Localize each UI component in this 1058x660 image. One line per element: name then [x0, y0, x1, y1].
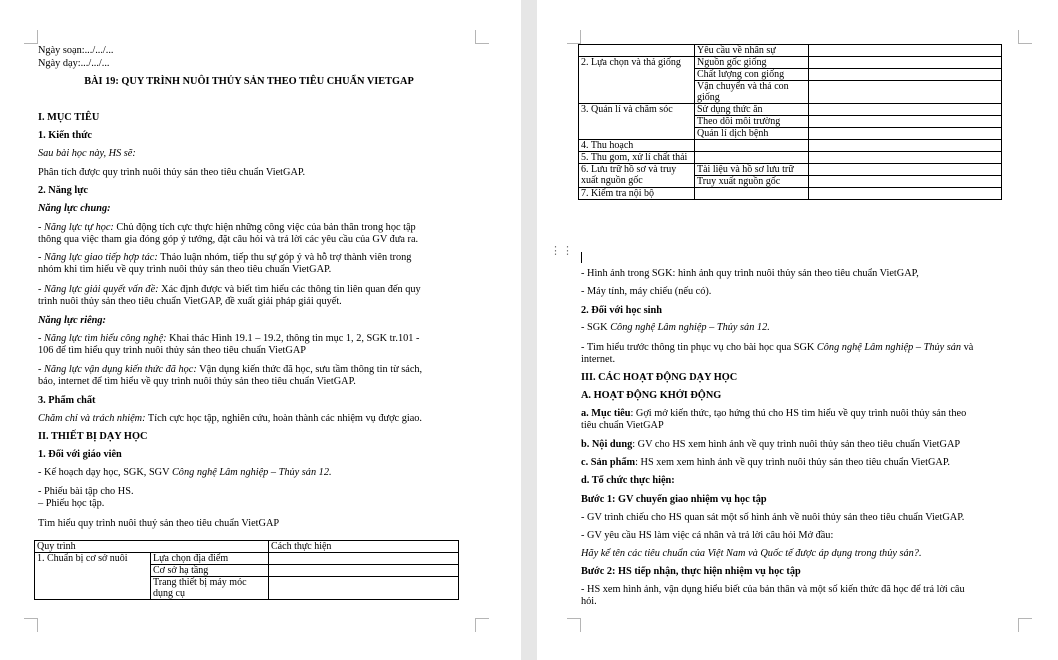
table-cell[interactable]: [809, 152, 1002, 164]
crop-mark: [1018, 618, 1032, 632]
table-cell[interactable]: [809, 81, 1002, 104]
table-cell[interactable]: Lựa chọn địa điểm: [151, 553, 269, 565]
student-heading[interactable]: 2. Đối với học sinh: [581, 305, 662, 316]
warmup-heading[interactable]: A. HOẠT ĐỘNG KHỞI ĐỘNG: [581, 390, 722, 401]
table-cell[interactable]: [809, 140, 1002, 152]
table-row: [579, 45, 1002, 57]
table-row: [579, 104, 1002, 116]
table-cell[interactable]: [809, 116, 1002, 128]
specific-competence-heading[interactable]: Năng lực riêng:: [38, 315, 106, 326]
crop-mark: [475, 618, 489, 632]
table-cell[interactable]: [695, 140, 809, 152]
table-header-cell[interactable]: Quy trình: [35, 541, 269, 553]
apply-line-2[interactable]: báo, internet để tìm hiểu về quy trình nuôi thủy sản theo tiêu chuẩn VietGAP.: [38, 376, 356, 387]
general-competence-heading[interactable]: Năng lực chung:: [38, 203, 111, 214]
crop-mark: [24, 618, 38, 632]
goal-line-2[interactable]: tiêu chuẩn VietGAP: [581, 420, 664, 431]
worksheet-title[interactable]: Tìm hiểu quy trình nuôi thuỷ sản theo tiêu chuẩn VietGAP: [38, 518, 280, 529]
step-2-heading[interactable]: Bước 2: HS tiếp nhận, thực hiện nhiệm vụ học tập: [581, 566, 801, 577]
text-cursor: [581, 252, 582, 263]
section-objectives-heading[interactable]: I. MỤC TIÊU: [38, 112, 100, 123]
table-cell[interactable]: [269, 565, 459, 577]
step-2-line-1[interactable]: - HS xem hình ảnh, vận dụng hiểu biết của bản thân và một số kiến thức đã học để trả lời câu: [581, 584, 965, 595]
table-row: [35, 553, 459, 565]
crop-mark: [567, 30, 581, 44]
teacher-item-2[interactable]: - Phiếu bài tập cho HS.: [38, 486, 134, 497]
table-cell[interactable]: 7. Kiểm tra nội bộ: [579, 188, 695, 200]
teacher-heading[interactable]: 1. Đối với giáo viên: [38, 449, 122, 460]
table-row: [579, 57, 1002, 69]
table-cell[interactable]: Cơ sở hạ tầng: [151, 565, 269, 577]
self-study-line-2[interactable]: thông qua việc tham gia đóng góp ý tưởng, đặt câu hỏi và trả lời các yêu cầu của GV đưa ra.: [38, 234, 419, 245]
table-cell[interactable]: [579, 45, 695, 57]
worksheet-table-part1[interactable]: [34, 540, 459, 600]
table-row: [579, 140, 1002, 152]
table-cell[interactable]: Trang thiết bị máy móc dụng cụ: [151, 577, 269, 600]
step-1-question[interactable]: Hãy kể tên các tiêu chuẩn của Việt Nam và Quốc tế được áp dụng trong thủy sản?.: [581, 548, 922, 559]
table-cell[interactable]: Tài liệu và hồ sơ lưu trữ: [695, 164, 809, 176]
table-cell[interactable]: Chất lượng con giống: [695, 69, 809, 81]
table-cell[interactable]: [809, 45, 1002, 57]
table-move-handle-icon[interactable]: ⋮⋮: [550, 245, 574, 257]
quality-line[interactable]: Chăm chỉ và trách nhiệm: Tích cực học tập, nghiên cứu, hoàn thành các nhiệm vụ được giao.: [38, 413, 423, 424]
table-cell[interactable]: Truy xuất nguồn gốc: [695, 176, 809, 188]
date-prepare[interactable]: Ngày soạn:.../.../...: [38, 45, 114, 56]
teacher-item-4[interactable]: - Hình ảnh trong SGK: hình ảnh quy trình nuôi thủy sản theo tiêu chuẩn VietGAP,: [581, 268, 919, 279]
table-cell[interactable]: 6. Lưu trữ hồ sơ và truy xuất nguồn gốc: [579, 164, 695, 188]
table-cell[interactable]: [809, 57, 1002, 69]
table-cell[interactable]: [809, 188, 1002, 200]
table-cell[interactable]: [695, 152, 809, 164]
student-item-2-line-2[interactable]: internet.: [581, 354, 616, 365]
student-item-2[interactable]: - Tìm hiểu trước thông tin phục vụ cho bài học qua SGK Công nghệ Lâm nghiệp – Thủy sản và: [581, 342, 974, 353]
document-page-right: [537, 0, 1058, 660]
table-cell[interactable]: 5. Thu gom, xử lí chất thải: [579, 152, 695, 164]
knowledge-heading[interactable]: 1. Kiến thức: [38, 130, 92, 141]
section-equipment-heading[interactable]: II. THIẾT BỊ DẠY HỌC: [38, 431, 148, 442]
step-1-line-1[interactable]: - GV trình chiếu cho HS quan sát một số hình ảnh về nuôi thủy sản theo tiêu chuẩn VietGAP.: [581, 512, 965, 523]
worksheet-table-part2[interactable]: [578, 44, 1002, 200]
self-study-line[interactable]: - Năng lực tự học: Chủ động tích cực thực hiện những công việc của bản thân trong học tập: [38, 222, 416, 233]
crop-mark: [567, 618, 581, 632]
knowledge-text[interactable]: Phân tích được quy trình nuôi thủy sản theo tiêu chuẩn VietGAP.: [38, 167, 306, 178]
teacher-item-3[interactable]: – Phiếu học tập.: [38, 498, 105, 509]
table-cell[interactable]: 2. Lựa chọn và thả giống: [579, 57, 695, 104]
table-row: [35, 541, 459, 553]
step-1-heading[interactable]: Bước 1: GV chuyển giao nhiệm vụ học tập: [581, 494, 767, 505]
table-cell[interactable]: Quản lí dịch bệnh: [695, 128, 809, 140]
crop-mark: [1018, 30, 1032, 44]
tech-line-2[interactable]: 106 để tìm hiểu quy trình nuôi thủy sản theo tiêu chuẩn VietGAP: [38, 345, 307, 356]
table-cell[interactable]: 1. Chuẩn bị cơ sở nuôi: [35, 553, 151, 600]
problem-line-2[interactable]: trình nuôi thủy sản theo tiêu chuẩn VietGAP, đề xuất giải pháp giải quyết.: [38, 296, 342, 307]
table-cell[interactable]: Yêu cầu về nhân sự: [695, 45, 809, 57]
teacher-item-5[interactable]: - Máy tính, máy chiếu (nếu có).: [581, 286, 712, 297]
table-cell[interactable]: [695, 188, 809, 200]
table-cell[interactable]: [809, 176, 1002, 188]
knowledge-intro[interactable]: Sau bài học này, HS sẽ:: [38, 148, 136, 159]
table-cell[interactable]: Theo dõi môi trường: [695, 116, 809, 128]
content-line[interactable]: b. Nội dung: GV cho HS xem hình ảnh về quy trình nuôi thủy sản theo tiêu chuẩn VietGAP: [581, 439, 961, 450]
organization-heading[interactable]: d. Tổ chức thực hiện:: [581, 475, 675, 486]
competence-heading[interactable]: 2. Năng lực: [38, 185, 88, 196]
date-teach[interactable]: Ngày dạy:.../.../...: [38, 58, 110, 69]
table-cell[interactable]: [809, 164, 1002, 176]
lesson-title[interactable]: BÀI 19: QUY TRÌNH NUÔI THỦY SẢN THEO TIÊU CHUẨN VIETGAP: [84, 76, 414, 87]
table-cell[interactable]: 3. Quản lí và chăm sóc: [579, 104, 695, 140]
problem-line[interactable]: - Năng lực giải quyết vấn đề: Xác định được và biết tìm hiểu các thông tin liên quan đến quy: [38, 284, 421, 295]
step-2-line-2[interactable]: hỏi.: [581, 596, 597, 607]
table-row: [579, 164, 1002, 176]
crop-mark: [475, 30, 489, 44]
teacher-item-1[interactable]: - Kế hoạch dạy học, SGK, SGV Công nghệ Lâm nghiệp – Thủy sản 12.: [38, 467, 332, 478]
communication-line-2[interactable]: nhóm khi tìm hiểu về quy trình nuôi thủy sản theo tiêu chuẩn VietGAP.: [38, 264, 332, 275]
apply-line[interactable]: - Năng lực vận dụng kiến thức đã học: Vận dụng kiến thức đã học, sưu tầm thông tin từ sách,: [38, 364, 423, 375]
goal-line[interactable]: a. Mục tiêu: Gợi mở kiến thức, tạo hứng thú cho HS tìm hiểu về quy trình nuôi thủy sản theo: [581, 408, 967, 419]
table-cell[interactable]: Sử dụng thức ăn: [695, 104, 809, 116]
student-item-1[interactable]: - SGK Công nghệ Lâm nghiệp – Thủy sản 12.: [581, 322, 770, 333]
table-row: [579, 152, 1002, 164]
document-page-left: [0, 0, 521, 660]
tech-line[interactable]: - Năng lực tìm hiểu công nghệ: Khai thác Hình 19.1 – 19.2, thông tin mục 1, 2, SGK tr.101 -: [38, 333, 420, 344]
crop-mark: [24, 30, 38, 44]
table-cell[interactable]: Nguồn gốc giống: [695, 57, 809, 69]
table-cell[interactable]: 4. Thu hoạch: [579, 140, 695, 152]
table-cell[interactable]: [269, 553, 459, 565]
table-cell[interactable]: [269, 577, 459, 600]
step-1-line-2[interactable]: - GV yêu cầu HS làm việc cá nhân và trả lời câu hỏi Mở đầu:: [581, 530, 834, 541]
table-header-cell[interactable]: Cách thực hiện: [269, 541, 459, 553]
section-activities-heading[interactable]: III. CÁC HOẠT ĐỘNG DẠY HỌC: [581, 372, 738, 383]
product-line[interactable]: c. Sản phẩm: HS xem xem hình ảnh về quy trình nuôi thủy sản theo tiêu chuẩn VietGAP.: [581, 457, 951, 468]
table-cell[interactable]: Vận chuyển và thả con giống: [695, 81, 809, 104]
communication-line[interactable]: - Năng lực giao tiếp hợp tác: Thảo luận nhóm, tiếp thu sự góp ý và hỗ trợ thành viên trong: [38, 252, 412, 263]
table-cell[interactable]: [809, 69, 1002, 81]
table-cell[interactable]: [809, 128, 1002, 140]
table-row: [579, 188, 1002, 200]
quality-heading[interactable]: 3. Phẩm chất: [38, 395, 96, 406]
table-cell[interactable]: [809, 104, 1002, 116]
